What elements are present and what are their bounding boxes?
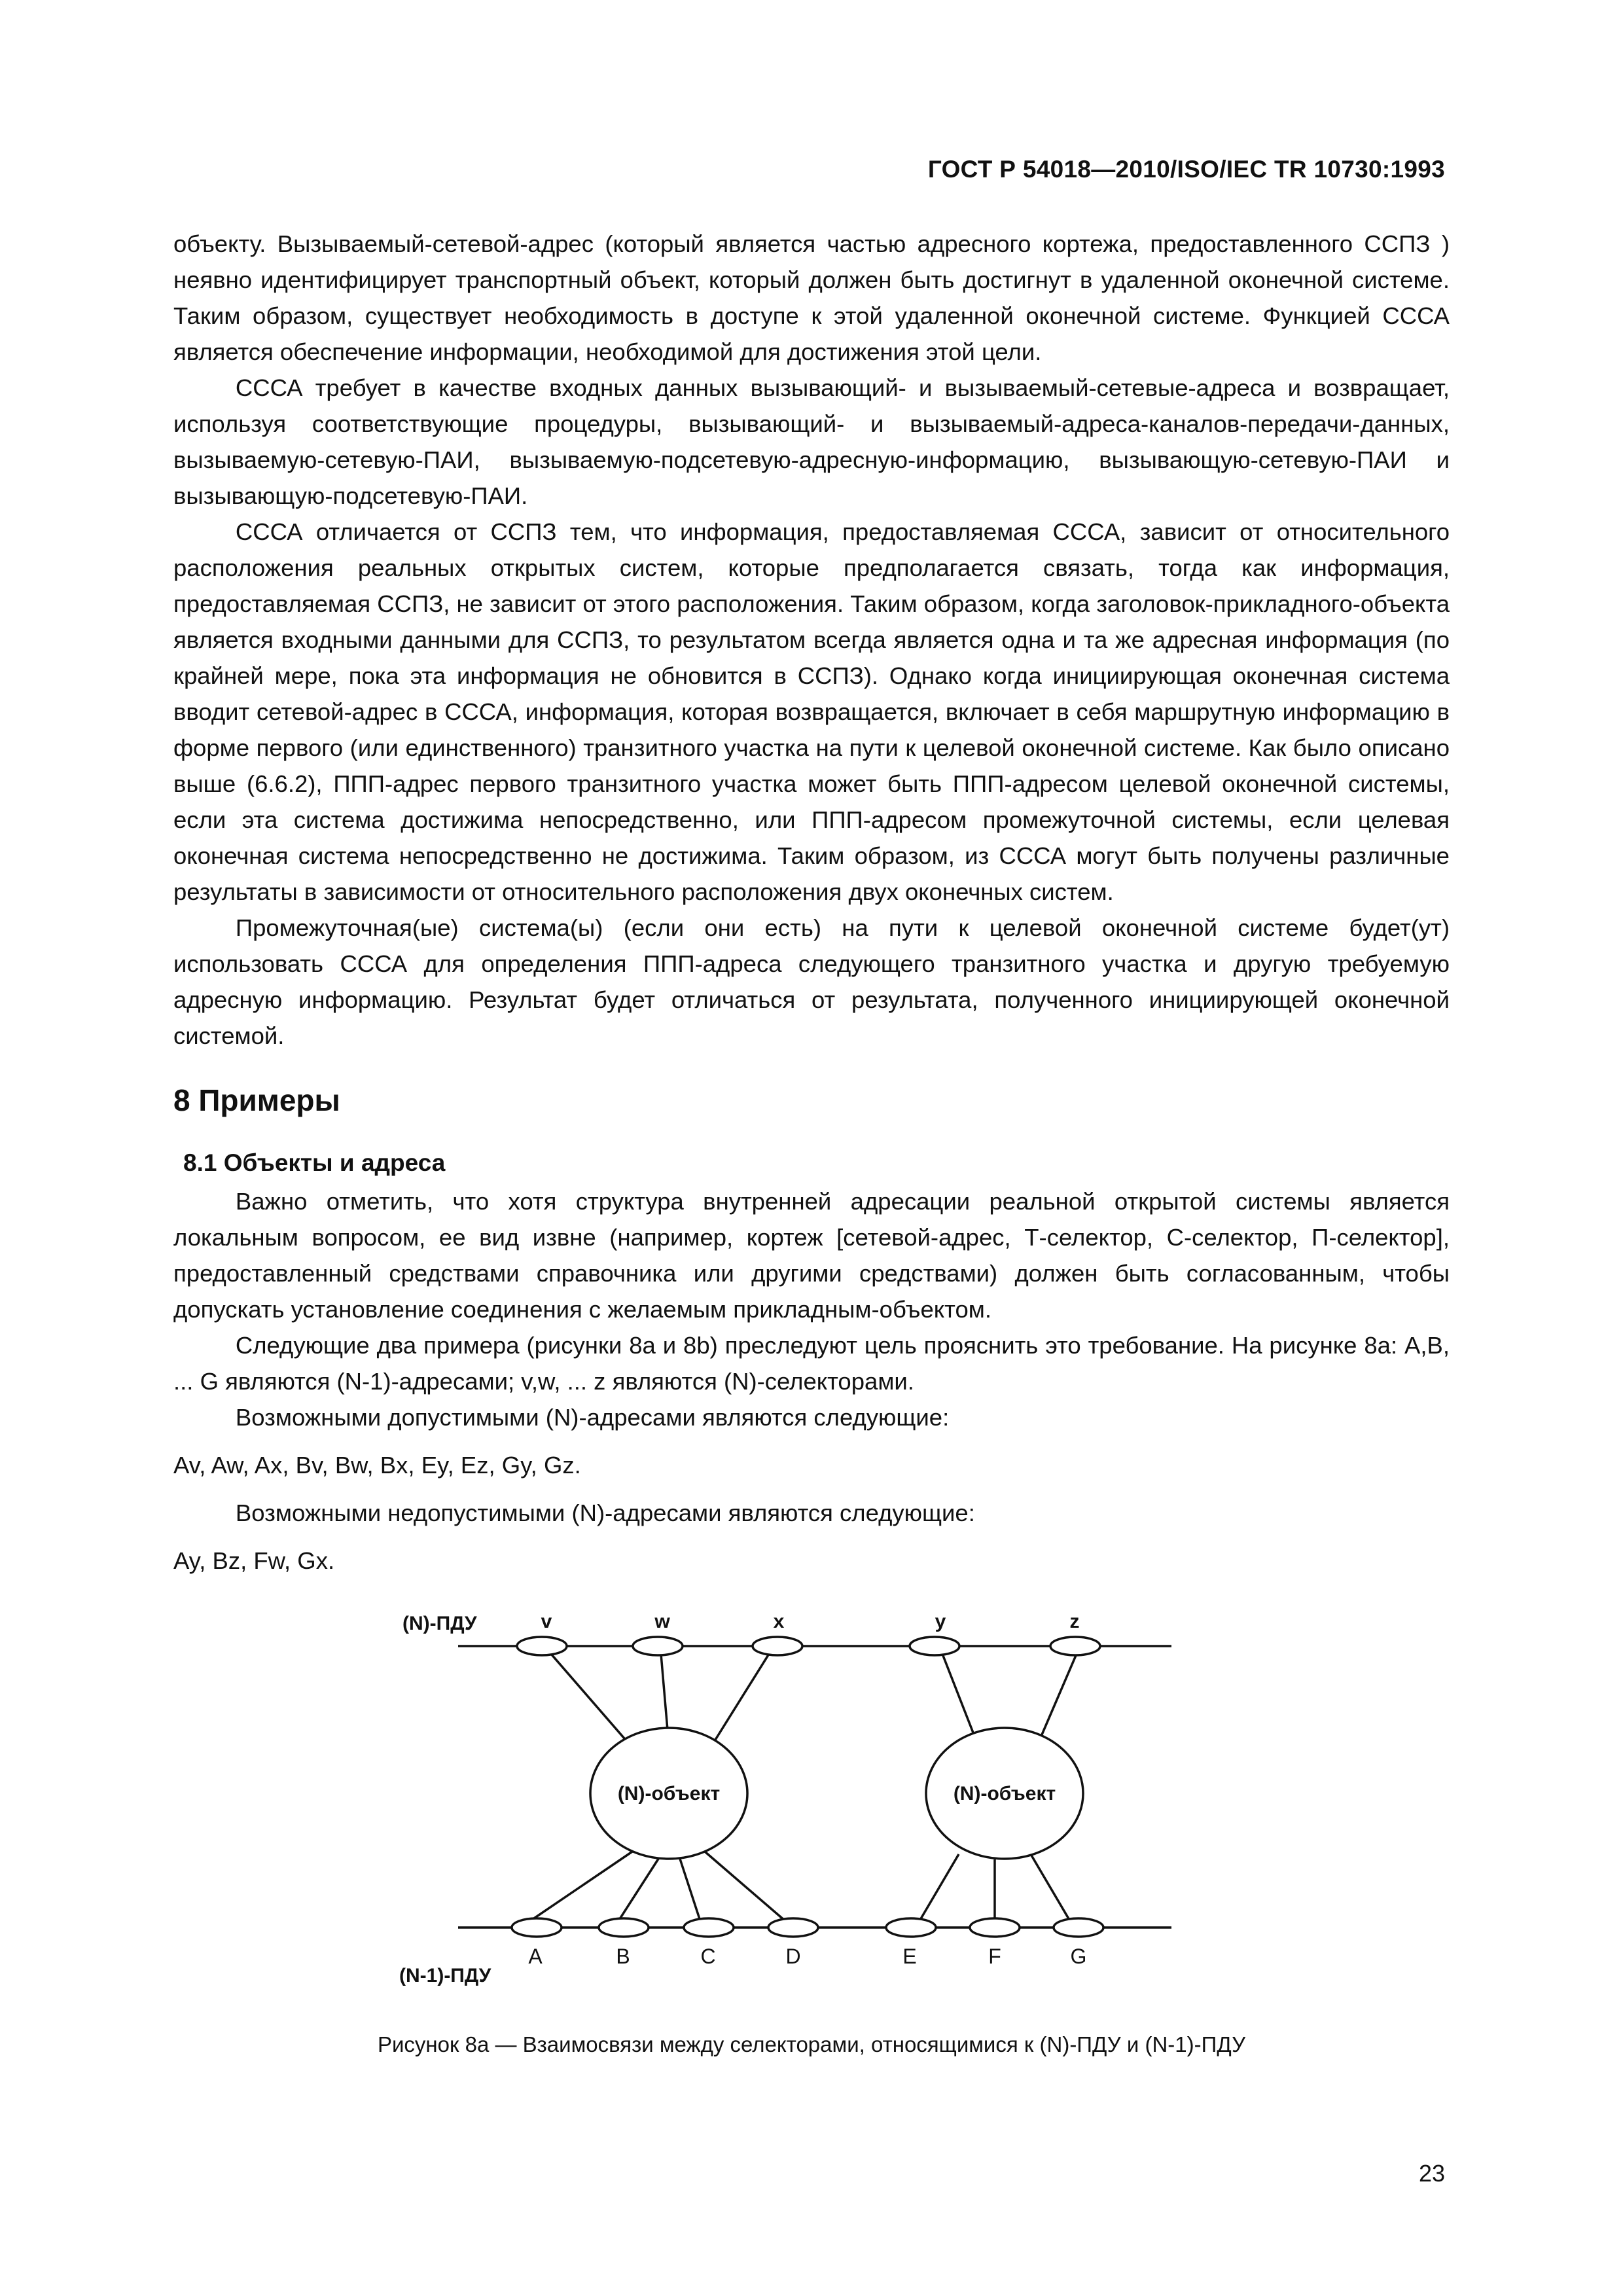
connector-x-entity1 [713,1654,769,1743]
connector-y-entity2 [942,1654,975,1738]
top-layer-label: (N)-ПДУ [402,1613,477,1634]
selector-y-ellipse [910,1637,959,1655]
selector-w-label: w [654,1611,670,1632]
bottom-layer-label: (N-1)-ПДУ [399,1965,491,1986]
paragraph-2: СССА требует в качестве входных данных вызывающий- и вызываемый-сетевые-адреса и возвращает, используя соответствующие процедуры, вызывающий- и вызываемый-адреса-каналов-передачи-данных, вызываемую-сетевую-ПАИ, вызываемую-подсетевую-адресную-информацию, вызывающую-сетевую-ПАИ и вызывающую-подсетевую-ПАИ. [173,374,1450,509]
address-B-ellipse [599,1918,649,1937]
selector-y-label: y [935,1611,946,1632]
paragraph-8: Возможными недопустимыми (N)-адресами являются следующие: [235,1499,975,1526]
selector-w-ellipse [633,1637,683,1655]
paragraph-7: Возможными допустимыми (N)-адресами являются следующие: [235,1404,950,1431]
paragraph-3: СССА отличается от ССПЗ тем, что информация, предоставляемая СССА, зависит от относительного расположения реальных открытых систем, которые предполагается связать, тогда как информация, предоставляемая ССПЗ, не зависит от этого расположения. Таким образом, когда заголовок-прикладного-объекта является входными данными для ССПЗ, то результатом всегда является одна и та же адресная информация (по крайней мере, пока эта информация не обновится в ССПЗ). Однако когда инициирующая оконечная система вводит сетевой-адрес в СССА, информация, которая возвращается, включает в себя маршрутную информацию в форме первого (или единственного) транзитного участка на пути к целевой оконечной системе. Как было описано выше (6.6.2), ППП-адрес первого транзитного участка может быть ППП-адресом целевой оконечной системы, если эта система достижима непосредственно, или ППП-адресом промежуточной системы, если целевая оконечная система непосредственно не достижима. Таким образом, из СССА могут быть получены различные результаты в зависимости от относительного расположения двух оконечных систем. [173,518,1450,905]
connector-D-entity1 [700,1848,785,1921]
address-A-label: A [528,1945,543,1968]
n-entity-2-label: (N)-объект [953,1783,1056,1804]
address-B-label: B [616,1945,630,1968]
address-C-label: C [700,1945,716,1968]
selector-z-label: z [1069,1611,1080,1632]
address-D-ellipse [768,1918,818,1937]
paragraph-4: Промежуточная(ые) система(ы) (если они есть) на пути к целевой оконечной системе будет(ут) использовать СССА для определения ППП-адреса следующего транзитного участка и другую требуемую адресную информацию. Результат будет отличаться от результата, полученного инициирующей оконечной системой. [173,914,1450,1049]
paragraph-1: объекту. Вызываемый-сетевой-адрес (который является частью адресного кортежа, предоставленного ССПЗ ) неявно идентифицирует транспортный объект, который должен быть достигнут в удаленной оконечной системе. Таким образом, существует необходимость в доступе к этой удаленной оконечной системе. Функцией СССА является обеспечение информации, необходимой для достижения этой цели. [173,230,1450,365]
subsection-heading: 8.1 Объекты и адреса [183,1149,446,1176]
invalid-addresses: Ay, Bz, Fw, Gx. [173,1547,335,1574]
connector-E-entity2 [919,1854,959,1921]
selector-x-ellipse [753,1637,802,1655]
paragraph-5: Важно отметить, что хотя структура внутренней адресации реальной открытой системы является локальным вопросом, ее вид извне (например, кортеж [сетевой-адрес, Т-селектор, С-селектор, П-селектор], предоставленный средствами справочника или другими средствами) должен быть согласованным, чтобы допускать установление соединения с желаемым прикладным-объектом. [173,1188,1450,1323]
selector-v-label: v [541,1611,552,1632]
address-F-label: F [988,1945,1001,1968]
section-heading: 8 Примеры [173,1083,340,1117]
figure-8a [366,1574,1204,1993]
connector-w-entity1 [661,1654,668,1730]
page-number: 23 [1418,2160,1445,2187]
selector-z-ellipse [1050,1637,1100,1655]
address-F-ellipse [970,1918,1020,1937]
selector-x-label: x [773,1611,785,1632]
connector-z-entity2 [1041,1654,1077,1738]
figure-caption: Рисунок 8а — Взаимосвязи между селекторами, относящимися к (N)-ПДУ и (N-1)-ПДУ [377,2032,1246,2056]
connector-G-entity2 [1031,1854,1070,1921]
figure-8a-diagram [366,1574,1204,1993]
address-E-label: E [902,1945,917,1968]
connector-v-entity1 [551,1654,628,1743]
page-content [173,226,1450,1590]
address-G-ellipse [1054,1918,1103,1937]
paragraph-6: Следующие два примера (рисунки 8а и 8b) преследуют цель прояснить это требование. На рисунке 8а: A,B, ... G являются (N-1)-адресами; v,w, ... z являются (N)-селекторами. [173,1332,1450,1395]
selector-v-ellipse [517,1637,567,1655]
connector-C-entity1 [679,1857,700,1921]
connector-A-entity1 [530,1848,638,1921]
address-D-label: D [785,1945,801,1968]
document-header: ГОСТ Р 54018—2010/ISO/IEC TR 10730:1993 [927,156,1445,183]
address-A-ellipse [512,1918,562,1937]
address-E-ellipse [886,1918,936,1937]
n-entity-1-label: (N)-объект [617,1783,721,1804]
address-C-ellipse [684,1918,734,1937]
address-G-label: G [1070,1945,1087,1968]
connector-B-entity1 [618,1857,660,1921]
valid-addresses: Av, Aw, Ax, Bv, Bw, Bx, Ey, Ez, Gy, Gz. [173,1452,581,1479]
